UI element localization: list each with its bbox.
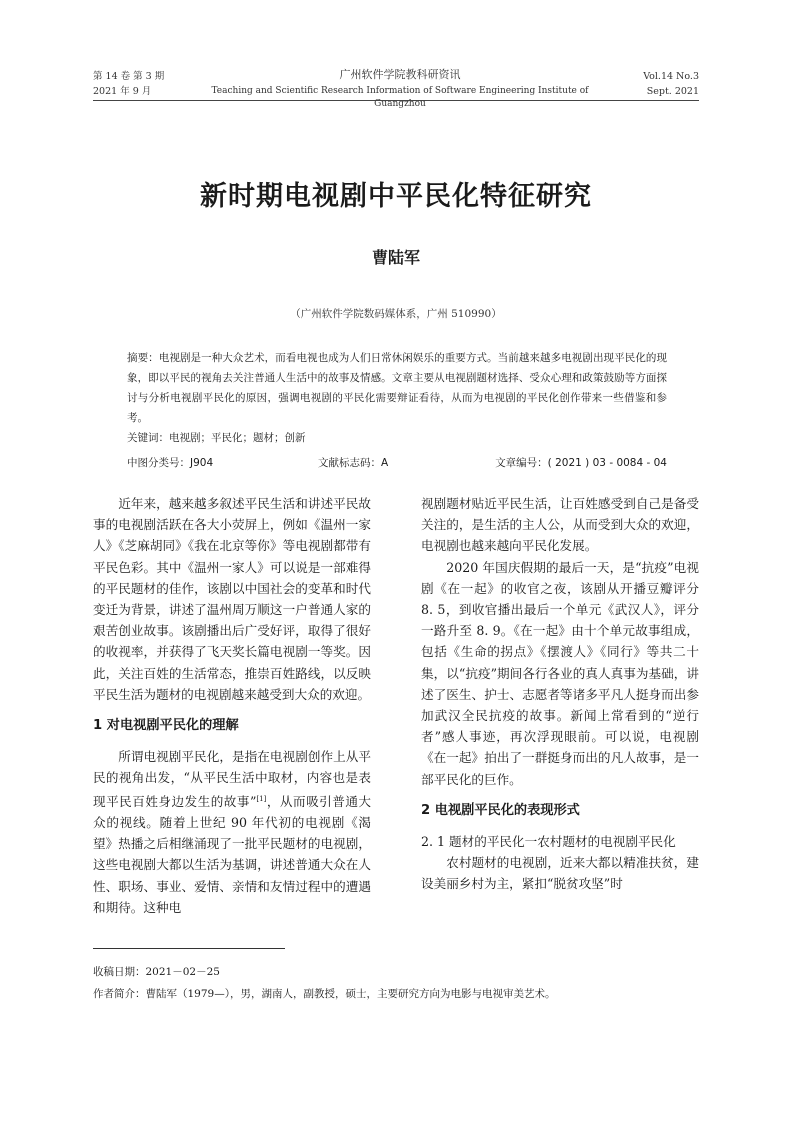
paragraph-text: 所谓电视剧平民化，是指在电视剧创作上从平民的视角出发，“从平民生活中取材，内容也是表现平民百姓身边发生的故事” (93, 749, 371, 809)
article-author: 曹陆军 (371, 248, 420, 267)
volume-issue-en: Vol.14 No.3 (643, 71, 699, 82)
left-column (93, 493, 371, 918)
abstract (127, 348, 667, 448)
subsection-heading-2-1: 2. 1 题材的平民化一农村题材的电视剧平民化 (421, 834, 676, 850)
body-paragraph: 视剧题材贴近平民生活，让百姓感受到自己是备受关注的，是生活的主人公，从而受到大众的欢迎，电视剧也越来越向平民化发展。 (421, 496, 699, 554)
date-en: Sept. 2021 (646, 86, 699, 97)
abstract-text: 摘要：电视剧是一种大众艺术，而看电视也成为人们日常休闲娱乐的重要方式。当前越来越多电视剧出现平民化的现象，即以平民的视角去关注普通人生活中的故事及情感。文章主要从电视剧题材选择、受众心理和政策鼓励等方面探讨与分析电视剧平民化的原因，强调电视剧的平民化需要辩证看待，从而为电视剧的平民化创作带来一些借鉴和参考。 (127, 352, 667, 424)
body-paragraph: 2020 年国庆假期的最后一天，是“抗疫”电视剧《在一起》的收官之夜，该剧从开播豆瓣评分 8. 5，到收官播出最后一个单元《武汉人》，评分一路升至 8. 9。《在一起》由十个单元故事组成，包括《生命的拐点》《摆渡人》《同行》等共二十集，以“抗疫”期间各行各业的真人真事为基础，讲述了医生、护士、志愿者等诸多平凡人挺身而出参加武汉全民抗疫的故事。新闻上常看到的“逆行者”感人事迹，再次浮现眼前。可以说，电视剧《在一起》拍出了一群挺身而出的凡人故事，是一部平民化的巨作。 (421, 559, 699, 787)
keywords: 关键词：电视剧；平民化；题材；创新 (127, 432, 306, 444)
volume-issue-cn: 第 14 卷 第 3 期 (93, 71, 165, 82)
citation-ref: [1] (256, 794, 267, 803)
body-paragraph: 近年来，越来越多叙述平民生活和讲述平民故事的电视剧活跃在各大小荧屏上，例如《温州一家人》《芝麻胡同》《我在北京等你》等电视剧都带有平民色彩。其中《温州一家人》可以说是一部难得的平民题材的佳作，该剧以中国社会的变革和时代变迁为背景，讲述了温州周万顺这一户普通人家的艰苦创业故事。该剧播出后广受好评，取得了很好的收视率，并获得了飞天奖长篇电视剧一等奖。因此，关注百姓的生活常态，推崇百姓路线，以反映平民生活为题材的电视剧越来越受到大众的欢迎。 (93, 496, 371, 702)
section-heading-1: 1 对电视剧平民化的理解 (93, 718, 239, 734)
clc-number: 中图分类号：J904 (127, 457, 214, 469)
date-cn: 2021 年 9 月 (93, 86, 152, 97)
paragraph-text: ，从而吸引普通大众的视线。随着上世纪 90 年代初的电视剧《渴望》热播之后相继涌现了一批平民题材的电视剧，这些电视剧大都以生活为基调，讲述普通大众在人性、职场、事业、爱情、亲情和友情过程中的遭遇和期待。这种电 (93, 793, 371, 915)
author-affiliation: （广州软件学院数码媒体系，广州 510990） (290, 308, 502, 320)
article-number: 文章编号：( 2021 ) 03 - 0084 - 04 (495, 457, 667, 469)
footnote-rule (93, 948, 285, 949)
document-code: 文献标志码：A (318, 457, 389, 469)
journal-title-en: Teaching and Scientific Research Information of Software Engineering Institute of Guangzhou (211, 86, 589, 109)
author-bio: 作者简介：曹陆军（1979—），男，湖南人，副教授，硕士，主要研究方向为电影与电视审美艺术。 (93, 988, 556, 1000)
article-title: 新时期电视剧中平民化特征研究 (200, 181, 592, 212)
body-paragraph: 农村题材的电视剧，近来大都以精准扶贫，建设美丽乡村为主，紧扣“脱贫攻坚”时 (421, 855, 699, 892)
body-paragraph (93, 746, 371, 918)
section-heading-2: 2 电视剧平民化的表现形式 (421, 802, 580, 818)
received-date: 收稿日期：2021－02－25 (93, 966, 220, 978)
journal-title-cn: 广州软件学院教科研资讯 (339, 68, 461, 81)
right-column (421, 493, 699, 895)
header-rule (93, 100, 699, 101)
